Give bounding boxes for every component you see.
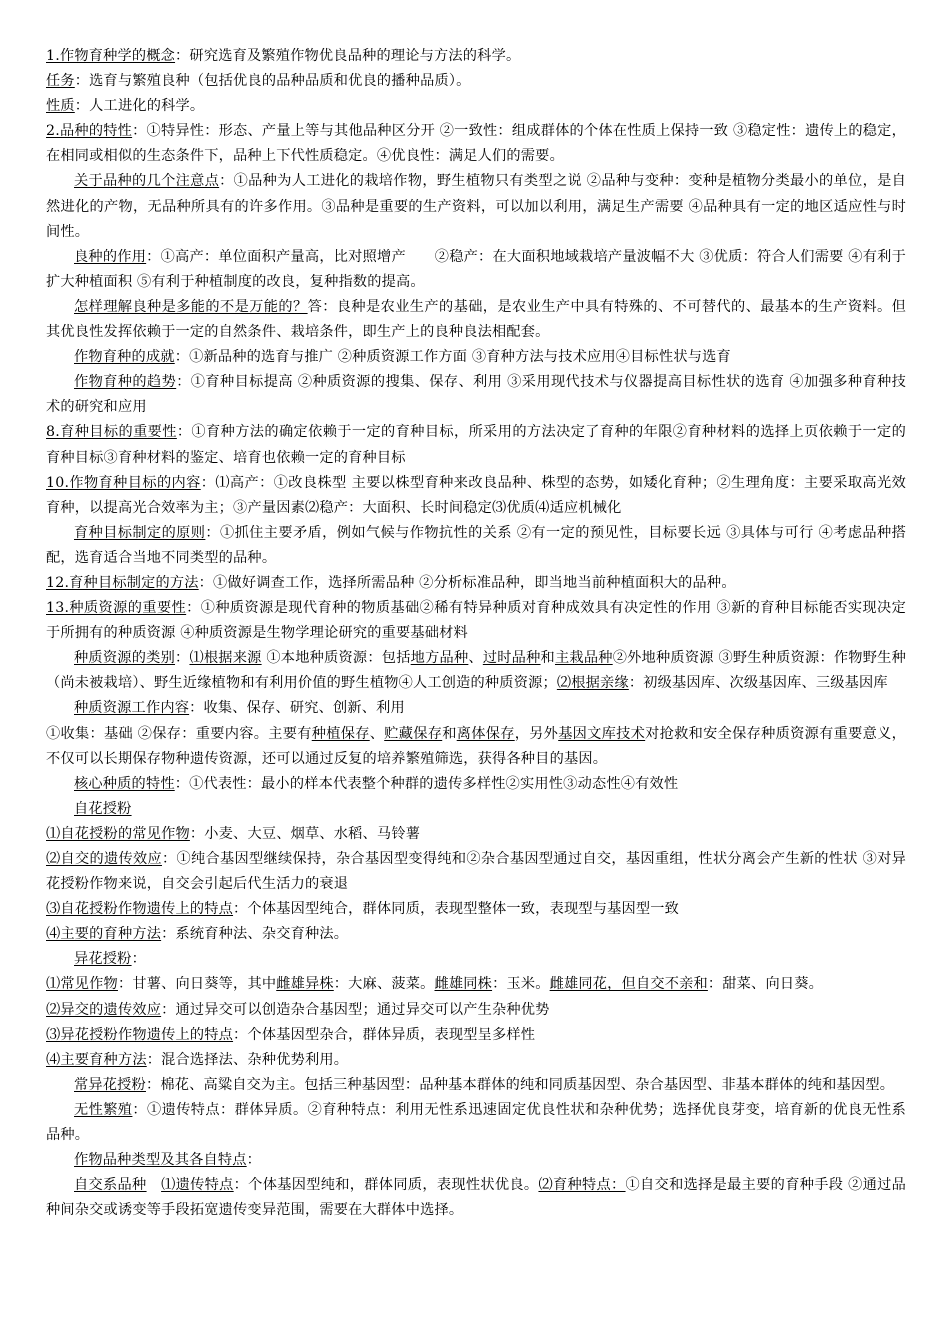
paragraph <box>46 345 906 370</box>
body-text: ：收集、保存、研究、创新、利用 <box>189 700 405 717</box>
body-text: ：玉米。 <box>492 976 550 993</box>
heading-text: 作物品种类型及其各自特点 <box>74 1152 247 1169</box>
paragraph <box>46 822 906 847</box>
body-text: 答：良种是农业生产的基础，是农业生产中具有特殊的、不可替代的、最基本的生产资料。但其优良性发挥依赖于一定的自然条件、栽培条件，即生产上的良种良法相配套。 <box>46 298 907 341</box>
body-text: ：①纯合基因型继续保持，杂合基因型变得纯和②杂合基因型通过自交，基因重组，性状分离会产生新的性状 ③对异花授粉作物来说，自交会引起后代生活力的衰退 <box>46 851 906 893</box>
body-text: ：①高产：单位面积产量高，比对照增产 ②稳产：在大面积地域栽培产量波幅不大 ③优质：符合人们需要 ④有利于扩大种植面积 ⑤有利于种植制度的改良，复种指数的提高。 <box>46 248 906 290</box>
body-text: ：小麦、大豆、烟草、水稻、马铃薯 <box>189 825 421 842</box>
paragraph <box>46 1073 906 1098</box>
heading-text: ⑴自花授粉的常见作物 <box>46 825 190 842</box>
paragraph <box>46 471 906 521</box>
heading-text: 核心种质的特性 <box>74 775 175 792</box>
paragraph <box>46 571 906 596</box>
paragraph <box>46 94 906 119</box>
body-text: ：①代表性：最小的样本代表整个种群的遗传多样性②实用性③动态性④有效性 <box>174 775 679 792</box>
heading-text: 12.育种目标制定的方法 <box>46 574 199 591</box>
heading-text: 作物育种的趋势 <box>74 374 177 391</box>
heading-text: 性质 <box>46 98 75 115</box>
heading-text: ⑷主要的育种方法 <box>46 926 162 943</box>
heading-text: 无性繁殖 <box>74 1101 133 1118</box>
heading-text: 自交系品种 <box>74 1177 147 1194</box>
heading-text: ⑶异花授粉作物遗传上的特点 <box>46 1026 234 1043</box>
body-text: ：甘薯、向日葵等，其中 <box>117 976 277 993</box>
body-text <box>147 1177 162 1193</box>
heading-text: ⑵异交的遗传效应 <box>46 1001 162 1018</box>
heading-text: 地方品种 <box>410 650 469 667</box>
heading-text: 2.品种的特性 <box>46 123 133 140</box>
body-text: ：①抓住主要矛盾，例如气候与作物抗性的关系 ②有一定的预见性，目标要长远 ③具体与可行 ④考虑品种搭配，选育适合当地不同类型的品种。 <box>46 524 906 566</box>
body-text: ：通过异交可以创造杂合基因型；通过异交可以产生杂种优势 <box>161 1001 550 1018</box>
heading-text: 过时品种 <box>482 650 541 667</box>
heading-text: 雌雄同株 <box>434 976 493 993</box>
body-text: ：①品种为人工进化的栽培作物，野生植物只有类型之说 ②品种与变种：变种是植物分类最小的单位，是自然进化的产物，无品种所具有的许多作用。③品种是重要的生产资料，可以加以利用，满足生产需要 ④品种具有一定的地区适应性与时间性。 <box>46 173 906 240</box>
body-text: ：甜菜、向日葵。 <box>707 976 823 993</box>
heading-text: 8.育种目标的重要性 <box>46 424 177 441</box>
paragraph <box>46 897 906 922</box>
body-text: ：个体基因型纯和，群体同质，表现性状优良。 <box>233 1177 539 1194</box>
paragraph <box>46 1173 906 1223</box>
paragraph <box>46 922 906 947</box>
body-text: ：①遗传特点：群体异质。②育种特点：利用无性系迅速固定优良性状和杂种优势；选择优良芽变，培育新的优良无性系品种。 <box>46 1101 906 1144</box>
heading-text: 育种目标制定的原则 <box>74 524 206 541</box>
paragraph <box>46 1148 906 1173</box>
paragraph <box>46 947 906 972</box>
heading-text: ⑶自花授粉作物遗传上的特点 <box>46 901 234 918</box>
body-text: ：选育与繁殖良种（包括优良的品种品质和优良的播种品质）。 <box>74 73 471 90</box>
body-text: ：①做好调查工作，选择所需品种 ②分析标准品种，即当地当前种植面积大的品种。 <box>198 574 736 591</box>
body-text: ： <box>175 650 190 667</box>
paragraph <box>46 44 906 69</box>
paragraph <box>46 1048 906 1073</box>
body-text: ：系统育种法、杂交育种法。 <box>161 926 349 943</box>
body-text: ：研究选育及繁殖作物优良品种的理论与方法的科学。 <box>175 48 521 64</box>
body-text: ：初级基因库、次级基因库、三级基因库 <box>628 675 888 692</box>
heading-text: ⑴常见作物 <box>46 976 118 993</box>
paragraph <box>46 69 906 94</box>
heading-text: 1.作物育种学的概念 <box>46 48 176 64</box>
paragraph <box>46 245 906 295</box>
paragraph <box>46 119 906 169</box>
heading-text: 种植保存 <box>311 725 370 742</box>
heading-text: 常异花授粉 <box>74 1076 146 1093</box>
heading-text: 怎样理解良种是多能的不是万能的？ <box>74 298 308 315</box>
body-text: ：①育种目标提高 ②种质资源的搜集、保存、利用 ③采用现代技术与仪器提高目标性状的选育 ④加强多种育种技术的研究和应用 <box>46 374 906 416</box>
body-text: ①自交和选择是最主要的育种手段 ②通过品种间杂交或诱变等手段拓宽遗传变异范围，需要在大群体中选择。 <box>46 1177 907 1219</box>
heading-text: 任务 <box>46 73 75 90</box>
body-text: ：⑴高产：①改良株型 主要以株型育种来改良品种、株型的态势，如矮化育种；②生理角度：主要采取高光效育种，以提高光合效率为主；③产量因素⑵稳产：大面积、长时间稳定⑶优质⑷适应机械化 <box>46 474 906 516</box>
body-text: ：①种质资源是现代育种的物质基础②稀有特异种质对育种成效具有决定性的作用 ③新的育种目标能否实现决定于所拥有的种质资源 ④种质资源是生物学理论研究的重要基础材料 <box>46 600 907 642</box>
body-text: ：棉花、高粱自交为主。包括三种基因型：品种基本群体的纯和同质基因型、杂合基因型、非基本群体的纯和基因型。 <box>145 1076 895 1093</box>
body-text: 和 <box>442 725 457 742</box>
heading-text: 种质资源的类别 <box>74 650 176 667</box>
paragraph <box>46 772 906 797</box>
paragraph <box>46 521 906 571</box>
body-text: ：人工进化的科学。 <box>74 98 205 115</box>
body-text: ：①特异性：形态、产量上等与其他品种区分开 ②一致性：组成群体的个体在性质上保持一致 ③稳定性：遗传上的稳定，在相同或相似的生态条件下，品种上下代性质稳定。④优良性：满足人们的需要。 <box>46 123 906 165</box>
heading-text: ⑷主要育种方法 <box>46 1051 147 1068</box>
heading-text: ⑵根据亲缘 <box>556 675 629 692</box>
paragraph <box>46 972 906 997</box>
paragraph <box>46 998 906 1023</box>
paragraph <box>46 295 906 345</box>
heading-text: 离体保存 <box>456 725 515 742</box>
heading-text: 贮藏保存 <box>384 725 443 742</box>
heading-text: 13.种质资源的重要性 <box>46 600 187 617</box>
heading-text: 种质资源工作内容 <box>74 700 190 717</box>
body-text: 对抢救和安全保存种质资源有重要意义，不仅可以长期保存物种遗传资源，还可以通过反复的培养繁殖筛选，获得各种目的基因。 <box>46 725 906 767</box>
paragraph <box>46 1023 906 1048</box>
paragraph <box>46 370 906 420</box>
paragraph <box>46 1098 906 1148</box>
heading-text: 自花授粉 <box>74 800 132 817</box>
paragraph <box>46 722 906 772</box>
heading-text: 作物育种的成就 <box>74 349 175 366</box>
paragraph <box>46 420 906 470</box>
body-text: 和 <box>540 650 555 667</box>
body-text: ，另外 <box>514 725 559 742</box>
paragraph <box>46 169 906 244</box>
body-text: ： <box>246 1152 262 1169</box>
heading-text: 基因文库技术 <box>558 725 646 742</box>
heading-text: 雌雄同花，但自交不亲和 <box>549 976 708 993</box>
body-text: ：混合选择法、杂种优势利用。 <box>146 1051 349 1068</box>
heading-text: 雌雄异株 <box>276 976 334 993</box>
heading-text: 异花授粉 <box>74 951 132 968</box>
body-text: ：①育种方法的确定依赖于一定的育种目标，所采用的方法决定了育种的年限②育种材料的选择上页依赖于一定的育种目标③育种材料的鉴定、培育也依赖一定的育种目标 <box>46 424 906 466</box>
body-text: ：个体基因型杂合，群体异质，表现型呈多样性 <box>233 1026 536 1043</box>
body-text: ：大麻、菠菜。 <box>333 976 435 993</box>
body-text: 、 <box>369 725 385 742</box>
body-text: ：①新品种的选育与推广 ②种质资源工作方面 ③育种方法与技术应用④目标性状与选育 <box>174 349 731 366</box>
body-text: 、 <box>468 650 483 667</box>
paragraph <box>46 797 906 822</box>
heading-text: ⑴根据来源 <box>189 650 262 667</box>
heading-text: 良种的作用 <box>74 248 147 265</box>
body-text: ：个体基因型纯合，群体同质，表现型整体一致，表现型与基因型一致 <box>233 901 680 918</box>
body-text: ①本地种质资源：包括 <box>261 650 411 667</box>
heading-text: ⑵育种特点： <box>538 1177 626 1194</box>
heading-text: 10.作物育种目标的内容 <box>46 474 201 491</box>
body-text: ： <box>131 951 146 968</box>
paragraph <box>46 847 906 897</box>
heading-text: ⑴遗传特点 <box>161 1177 234 1194</box>
paragraph <box>46 646 906 696</box>
paragraph <box>46 596 906 646</box>
paragraph <box>46 696 906 721</box>
body-text: ②外地种质资源 ③野生种质资源：作物野生种（尚未被栽培）、野生近缘植物和有利用价值的野生植物④人工创造的种质资源； <box>46 650 906 692</box>
heading-text: 主栽品种 <box>554 650 613 667</box>
heading-text: 关于品种的几个注意点 <box>74 173 220 190</box>
body-text: ①收集：基础 ②保存：重要内容。主要有 <box>46 725 312 742</box>
heading-text: ⑵自交的遗传效应 <box>46 851 162 867</box>
